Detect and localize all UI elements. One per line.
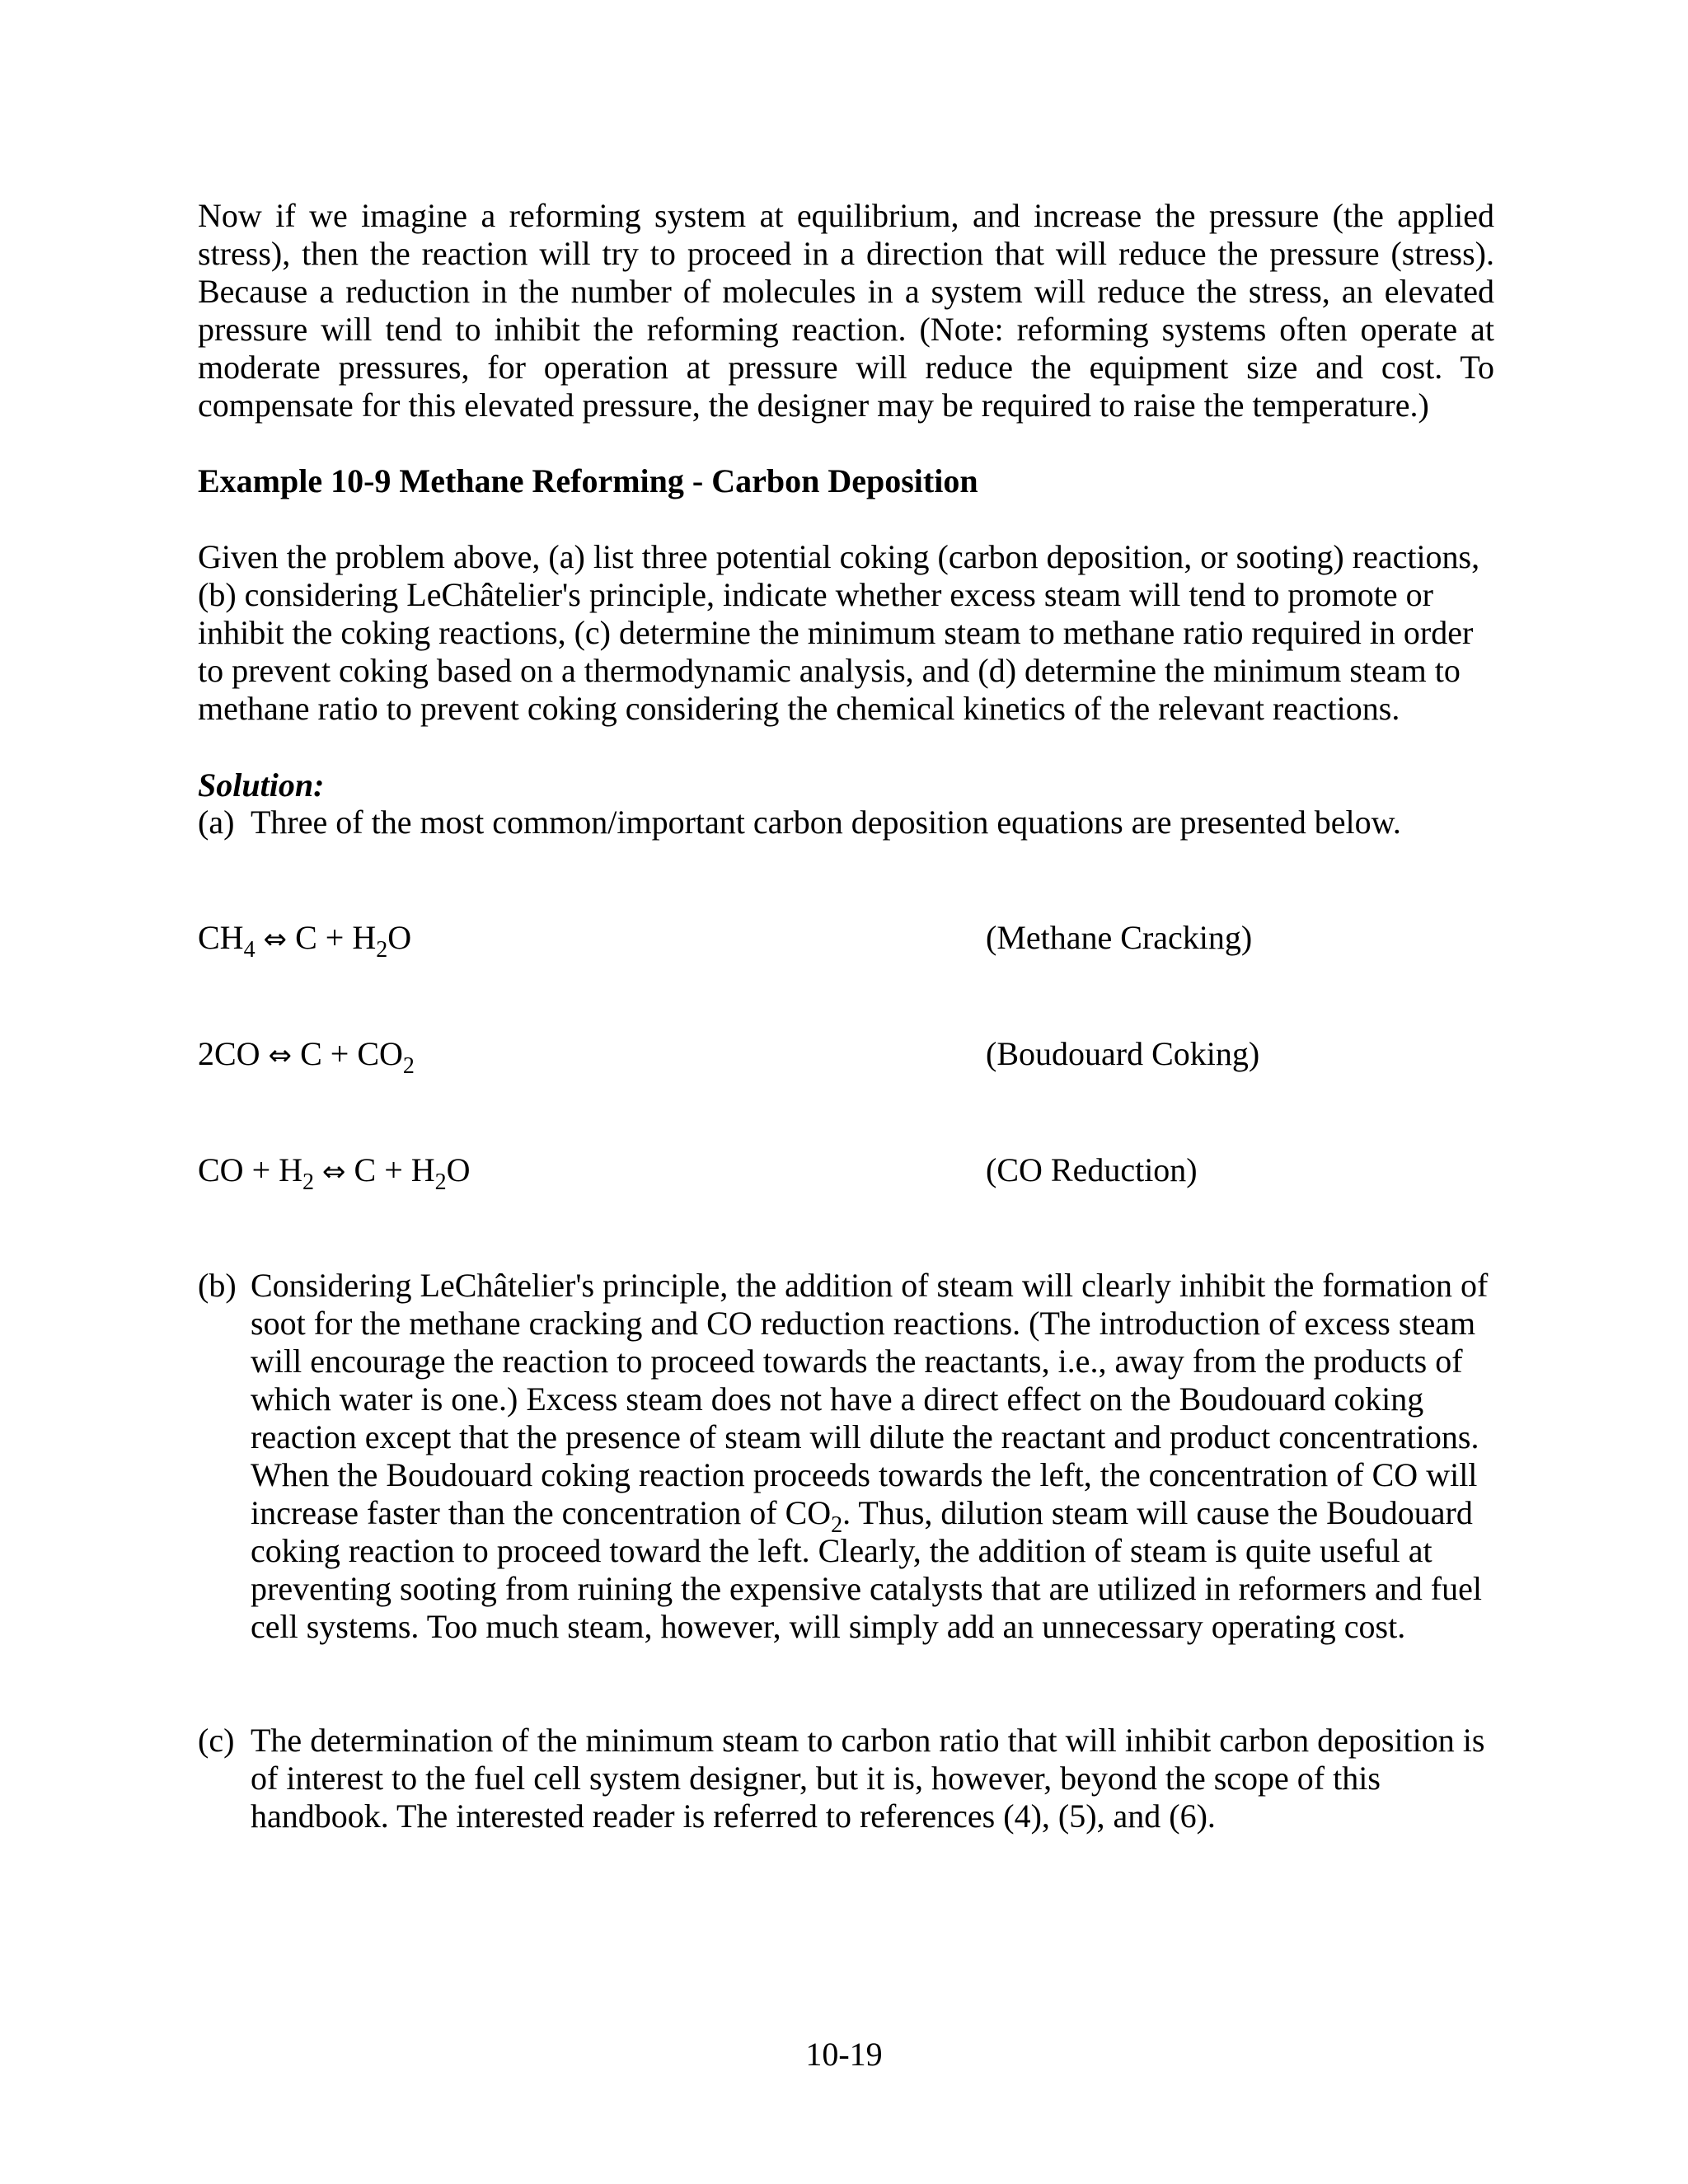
part-a-text: Three of the most common/important carbon deposition equations are presented below.: [251, 804, 1401, 841]
part-b-text-rest: . Thus, dilution steam will cause the Boudouard coking reaction to proceed toward the left. Clearly, the addition of steam is quite useful at preventing sooting from ruining the expensive catalysts that are utilized in reformers and fuel cell systems. Too much steam, however, will simply add an unnecessary operating cost.: [251, 1494, 1482, 1645]
equation-name: (Boudouard Coking): [986, 1035, 1260, 1072]
page-number: 10-19: [805, 2036, 883, 2073]
solution-label: Solution:: [198, 766, 325, 804]
formula-text: C + CO: [292, 1035, 403, 1072]
part-a: [198, 804, 1494, 841]
subscript: 2: [831, 1512, 843, 1538]
part-b-text: [251, 1267, 1494, 1646]
formula-text: CO + H: [198, 1151, 303, 1188]
subscript: 2: [376, 937, 388, 963]
double-arrow-icon: ⇔: [268, 1039, 293, 1072]
equation-formula: [198, 919, 412, 963]
double-arrow-icon: ⇔: [322, 1155, 346, 1188]
example-heading: Example 10-9 Methane Reforming - Carbon Deposition: [198, 462, 978, 499]
formula-text: O: [387, 919, 412, 956]
formula-text: [314, 1151, 322, 1188]
double-arrow-icon: ⇔: [263, 923, 288, 956]
equation-row: [198, 919, 1494, 963]
part-c-label: (c): [198, 1722, 235, 1759]
formula-text: CH: [198, 919, 244, 956]
formula-text: C + H: [287, 919, 377, 956]
subscript: 4: [243, 937, 256, 963]
formula-text: O: [446, 1151, 471, 1188]
part-b-label: (b): [198, 1267, 237, 1304]
equation-formula: [198, 1035, 415, 1079]
part-b: [198, 1267, 1494, 1646]
part-b-text-main: Considering LeChâtelier's principle, the addition of steam will clearly inhibit the formation of soot for the methane cracking and CO reduction reactions. (The introduction of excess steam will encourage the reaction to proceed towards the reactants, i.e., away from the products of which water is one.) Excess steam does not have a direct effect on the Boudouard coking reaction except that the presence of steam will dilute the reactant and product concentrations. When the Boudouard coking reaction proceeds towards the left, the concentration of CO will increase faster than the concentration of CO: [251, 1267, 1489, 1531]
equation-name: (Methane Cracking): [986, 919, 1253, 956]
formula-text: 2CO: [198, 1035, 269, 1072]
part-a-label: (a): [198, 804, 235, 841]
subscript: 2: [434, 1169, 447, 1195]
formula-text: C + H: [345, 1151, 435, 1188]
intro-paragraph: Now if we imagine a reforming system at equilibrium, and increase the pressure (the applied stress), then the reaction will try to proceed in a direction that will reduce the pressure (stress). Because a reduction in the number of molecules in a system will reduce the stress, an elevated pressure will tend to inhibit the reforming reaction. (Note: reforming systems often operate at moderate pressures, for operation at pressure will reduce the equipment size and cost. To compensate for this elevated pressure, the designer may be required to raise the temperature.): [198, 197, 1494, 424]
equation-name: (CO Reduction): [986, 1151, 1198, 1188]
equation-formula: [198, 1151, 471, 1195]
equation-row: [198, 1151, 1494, 1195]
equation-row: [198, 1035, 1494, 1079]
part-c: [198, 1722, 1494, 1835]
part-c-text: The determination of the minimum steam to carbon ratio that will inhibit carbon deposition is of interest to the fuel cell system designer, but it is, however, beyond the scope of this handbook. The interested reader is referred to references (4), (5), and (6).: [251, 1722, 1485, 1835]
formula-text: [256, 919, 264, 956]
subscript: 2: [302, 1169, 315, 1195]
problem-statement: Given the problem above, (a) list three potential coking (carbon deposition, or sooting) reactions, (b) considering LeChâtelier's principle, indicate whether excess steam will tend to promote or inhibit the coking reactions, (c) determine the minimum steam to methane ratio required in order to prevent coking based on a thermodynamic analysis, and (d) determine the minimum steam to methane ratio to prevent coking considering the chemical kinetics of the relevant reactions.: [198, 538, 1480, 727]
subscript: 2: [402, 1053, 415, 1079]
